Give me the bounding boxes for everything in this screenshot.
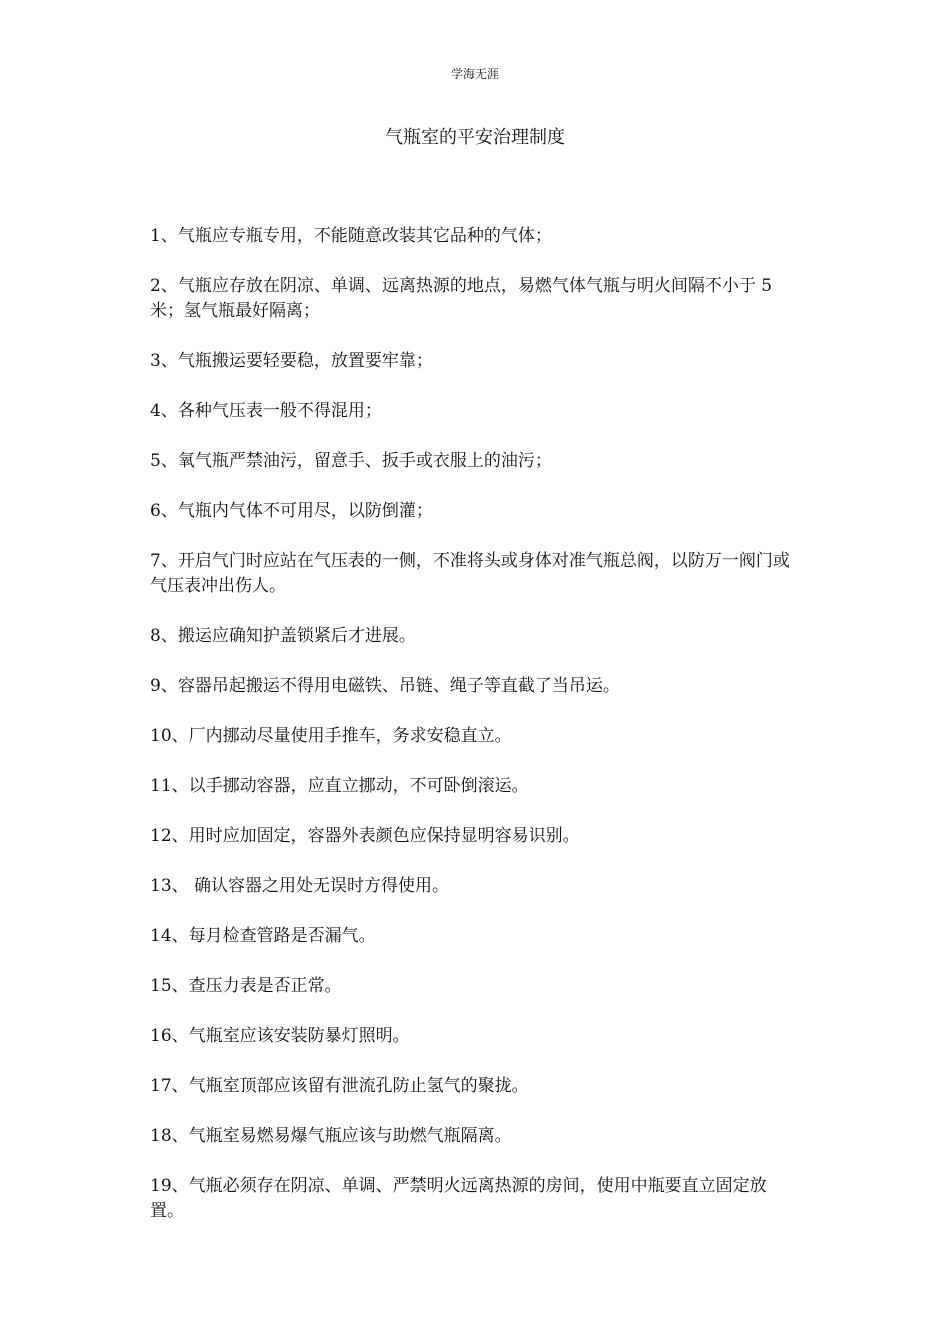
list-item: 16、气瓶室应该安装防暴灯照明。: [150, 1026, 410, 1046]
list-item: 6、气瓶内气体不可用尽，以防倒灌；: [150, 501, 433, 521]
page-header: 学海无涯: [450, 67, 499, 81]
list-item: 19、气瓶必须存在阴凉、单调、严禁明火远离热源的房间，使用中瓶要直立固定放置。: [150, 1176, 767, 1221]
list-item: 11、以手挪动容器，应直立挪动，不可卧倒滚运。: [150, 776, 529, 796]
list-item: 13、 确认容器之用处无误时方得使用。: [150, 876, 450, 896]
list-item: 2、气瓶应存放在阴凉、单调、远离热源的地点，易燃气体气瓶与明火间隔不小于 5 米；氢气瓶最好隔离；: [150, 276, 773, 321]
document-title: 气瓶室的平安治理制度: [385, 127, 565, 148]
list-item: 7、开启气门时应站在气压表的一侧，不准将头或身体对准气瓶总阀，以防万一阀门或气压表冲出伤人。: [150, 551, 790, 596]
list-item: 1、气瓶应专瓶专用，不能随意改装其它品种的气体；: [150, 226, 552, 246]
list-item: 17、气瓶室顶部应该留有泄流孔防止氢气的聚拢。: [150, 1076, 529, 1096]
regulation-list: [150, 224, 800, 1249]
list-item: 18、气瓶室易燃易爆气瓶应该与助燃气瓶隔离。: [150, 1126, 512, 1146]
list-item: 9、容器吊起搬运不得用电磁铁、吊链、绳子等直截了当吊运。: [150, 676, 620, 696]
list-item: 10、厂内挪动尽量使用手推车，务求安稳直立。: [150, 726, 512, 746]
list-item: 5、氧气瓶严禁油污，留意手、扳手或衣服上的油污；: [150, 451, 552, 471]
list-item: 8、搬运应确知护盖锁紧后才进展。: [150, 626, 416, 646]
list-item: 14、每月检查管路是否漏气。: [150, 926, 376, 946]
list-item: 12、用时应加固定，容器外表颜色应保持显明容易识别。: [150, 826, 580, 846]
list-item: 4、各种气压表一般不得混用；: [150, 401, 382, 421]
list-item: 3、气瓶搬运要轻要稳，放置要牢靠；: [150, 351, 433, 371]
list-item: 15、查压力表是否正常。: [150, 976, 342, 996]
